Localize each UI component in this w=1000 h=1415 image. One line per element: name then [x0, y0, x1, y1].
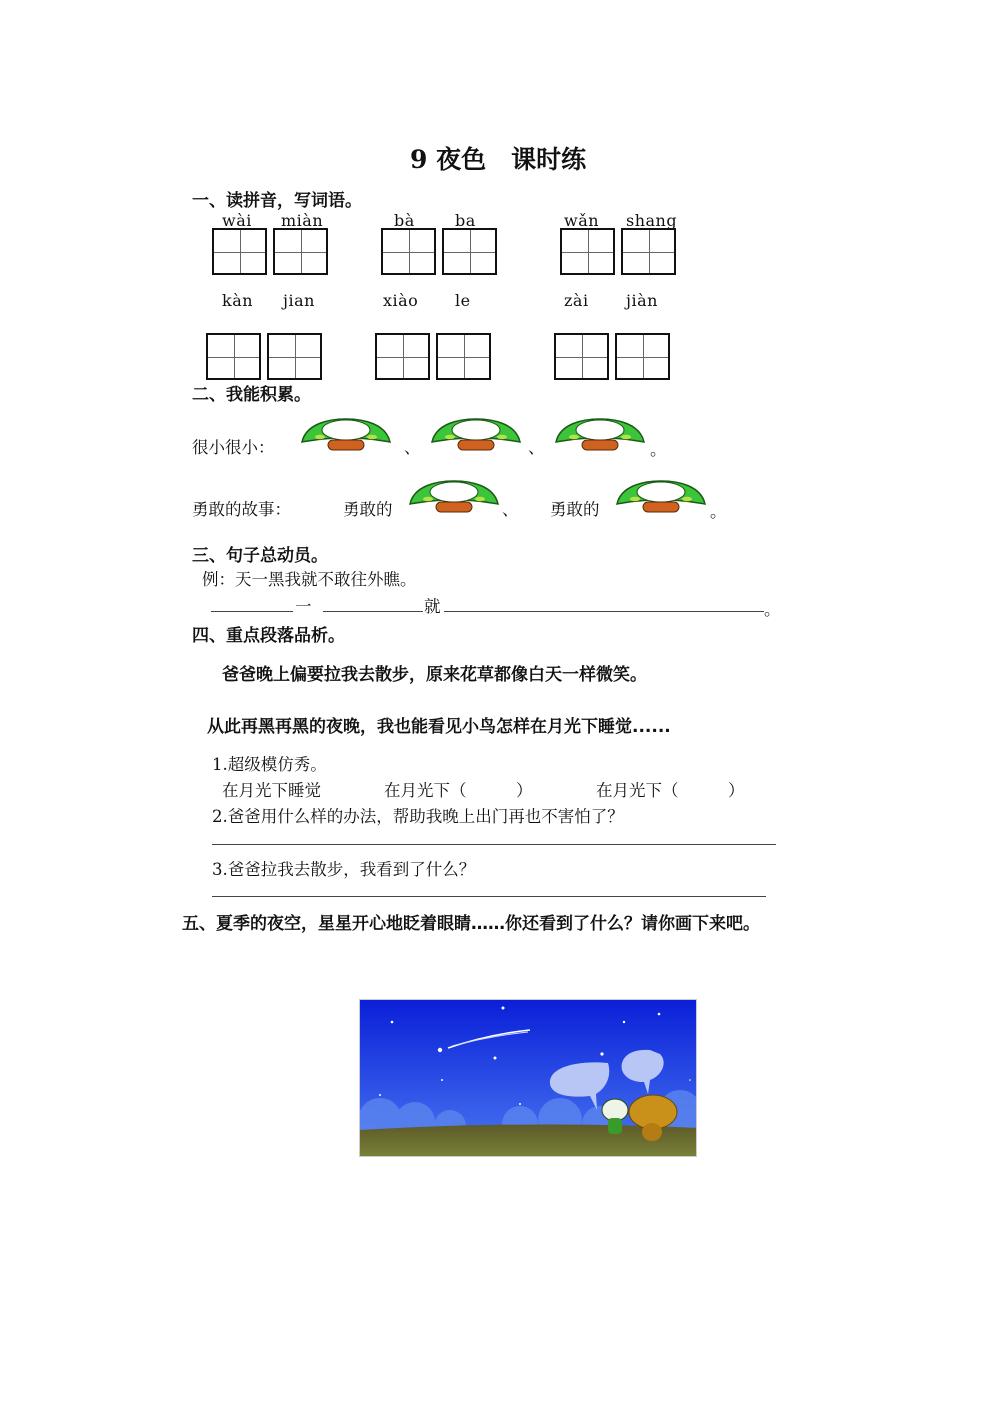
pinyin: jian: [283, 291, 315, 310]
blank-word: 就: [424, 597, 441, 616]
section-5-heading: 五、夏季的夜空，星星开心地眨着眼睛……你还看到了什么？请你画下来吧。: [182, 914, 760, 934]
imitation-blank[interactable]: 在月光下（ ）: [384, 781, 533, 800]
imitation-example: 在月光下睡觉: [222, 781, 321, 800]
mushroom-blank-icon[interactable]: [298, 418, 394, 452]
imitation-blank[interactable]: 在月光下（ ）: [596, 781, 745, 800]
writing-box[interactable]: [375, 333, 430, 380]
writing-box[interactable]: [206, 333, 261, 380]
section-3-heading: 三、句子总动员。: [192, 546, 328, 566]
prefix: 勇敢的: [550, 500, 600, 519]
answer-line[interactable]: [212, 896, 766, 897]
night-sky-illustration: [359, 999, 697, 1157]
period: 。: [710, 502, 727, 521]
blank-line[interactable]: [444, 611, 764, 612]
writing-box[interactable]: [273, 228, 328, 275]
writing-box[interactable]: [554, 333, 609, 380]
page-title: 9 夜色 课时练: [410, 145, 587, 174]
blank-word: 一: [295, 597, 312, 616]
section-1-heading: 一、读拼音，写词语。: [192, 191, 362, 211]
accumulate-label-brave: 勇敢的故事：: [192, 500, 291, 519]
pinyin: wài: [222, 211, 252, 230]
blank-line[interactable]: [323, 611, 423, 612]
mushroom-blank-icon[interactable]: [428, 418, 524, 452]
period: 。: [764, 600, 781, 619]
separator: 、: [528, 438, 545, 457]
pinyin: wǎn: [564, 211, 600, 230]
passage-paragraph: 从此再黑再黑的夜晚，我也能看见小鸟怎样在月光下睡觉......: [207, 717, 671, 737]
accumulate-label-small: 很小很小：: [192, 438, 275, 457]
writing-box[interactable]: [442, 228, 497, 275]
prefix: 勇敢的: [343, 500, 393, 519]
question-2: 2.爸爸用什么样的办法，帮助我晚上出门再也不害怕了？: [212, 807, 624, 826]
mushroom-blank-icon[interactable]: [406, 480, 502, 514]
section-4-heading: 四、重点段落品析。: [192, 626, 345, 646]
pinyin: shang: [626, 211, 678, 230]
separator: 、: [404, 438, 421, 457]
writing-box[interactable]: [615, 333, 670, 380]
section-2-heading: 二、我能积累。: [192, 385, 311, 405]
separator: 、: [502, 500, 519, 519]
answer-line[interactable]: [212, 844, 776, 845]
pinyin: kàn: [222, 291, 254, 310]
period: 。: [650, 440, 667, 459]
mushroom-blank-icon[interactable]: [552, 418, 648, 452]
writing-box[interactable]: [436, 333, 491, 380]
question-1: 1.超级模仿秀。: [212, 755, 327, 774]
passage-paragraph: 爸爸晚上偏要拉我去散步，原来花草都像白天一样微笑。: [222, 665, 647, 685]
writing-box[interactable]: [621, 228, 676, 275]
example-sentence: 例：天一黑我就不敢往外瞧。: [202, 570, 417, 589]
pinyin: zài: [564, 291, 589, 310]
pinyin: le: [455, 291, 471, 310]
blank-line[interactable]: [211, 611, 293, 612]
pinyin: jiàn: [626, 291, 658, 310]
pinyin: miàn: [281, 211, 324, 230]
pinyin: xiào: [383, 291, 419, 310]
writing-box[interactable]: [560, 228, 615, 275]
writing-box[interactable]: [267, 333, 322, 380]
mushroom-blank-icon[interactable]: [613, 480, 709, 514]
writing-box[interactable]: [381, 228, 436, 275]
question-3: 3.爸爸拉我去散步，我看到了什么？: [212, 860, 476, 879]
pinyin: ba: [455, 211, 476, 230]
writing-box[interactable]: [212, 228, 267, 275]
pinyin: bà: [394, 211, 415, 230]
